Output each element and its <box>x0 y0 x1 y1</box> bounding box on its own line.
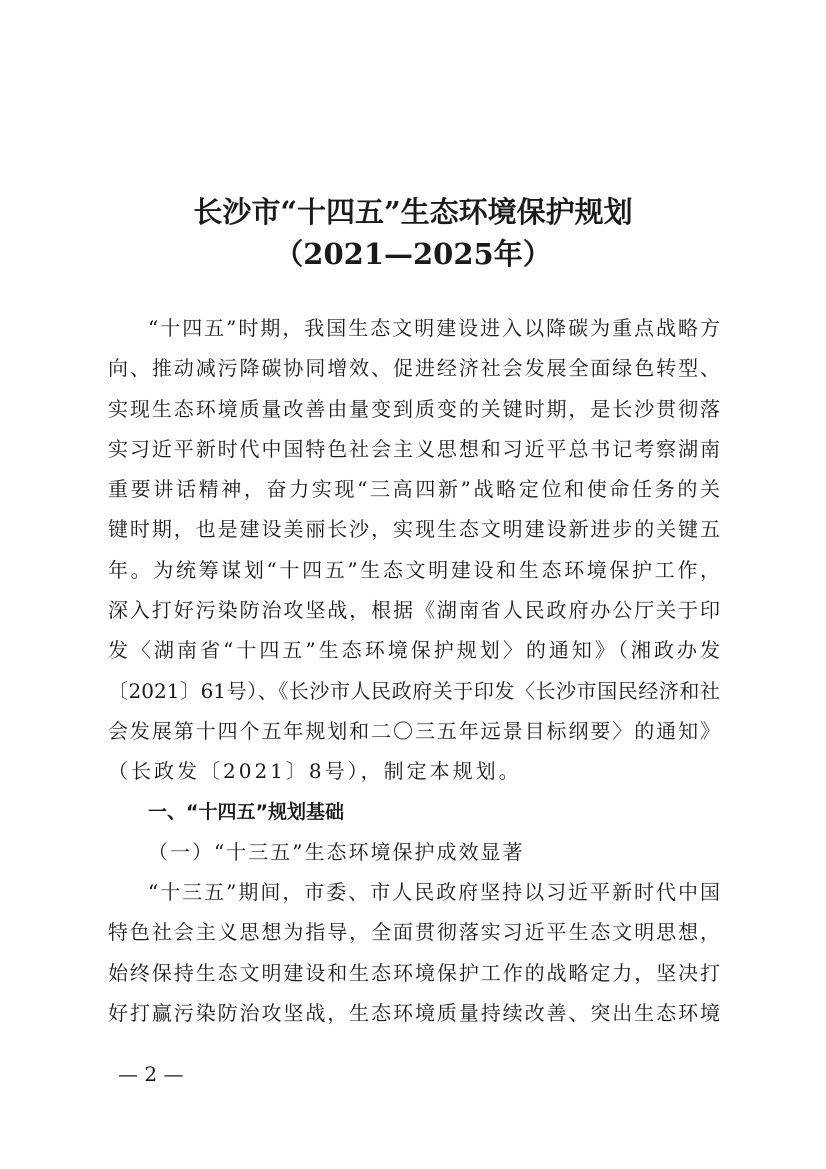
paragraph-line: 深入打好污染防治攻坚战，根据《湖南省人民政府办公厅关于印 <box>108 598 720 623</box>
paragraph-line: （长政发〔2021〕8号），制定本规划。 <box>108 759 522 784</box>
paragraph-line: 年。为统筹谋划“十四五”生态文明建设和生态环境保护工作， <box>108 557 720 582</box>
paragraph-line: 特色社会主义思想为指导，全面贯彻落实习近平生态文明思想， <box>108 920 720 945</box>
paragraph-line: 实习近平新时代中国特色社会主义思想和习近平总书记考察湖南 <box>108 436 720 461</box>
paragraph-line: 键时期，也是建设美丽长沙，实现生态文明建设新进步的关键五 <box>108 517 720 542</box>
paragraph-line: “十四五”时期，我国生态文明建设进入以降碳为重点战略方 <box>148 316 720 340</box>
paragraph-line: 向、推动减污降碳协同增效、促进经济社会发展全面绿色转型、 <box>108 356 720 381</box>
paragraph-line: 发〈湖南省“十四五”生态环境保护规划〉的通知》（湘政办发 <box>108 638 720 663</box>
page-number: — 2 — <box>118 1062 184 1086</box>
paragraph-line: 始终保持生态文明建设和生态环境保护工作的战略定力，坚决打 <box>108 960 720 985</box>
document-title: 长沙市“十四五”生态环境保护规划 <box>193 195 633 229</box>
document-body <box>108 314 720 1039</box>
paragraph-line: 好打赢污染防治攻坚战，生态环境质量持续改善、突出生态环境 <box>108 1001 720 1026</box>
paragraph-line: “十三五”期间，市委、市人民政府坚持以习近平新时代中国 <box>148 880 720 905</box>
paragraph-line: 实现生态环境质量改善由量变到质变的关键时期，是长沙贯彻落 <box>108 396 720 421</box>
subsection-heading: （一）“十三五”生态环境保护成效显著 <box>148 839 525 864</box>
document-subtitle: （2021—2025年） <box>274 237 552 271</box>
paragraph-line: 重要讲话精神，奋力实现“三高四新”战略定位和使命任务的关 <box>108 477 720 502</box>
paragraph-line: 〔2021〕61号）、《长沙市人民政府关于印发〈长沙市国民经济和社 <box>108 678 720 703</box>
section-heading: 一、“十四五”规划基础 <box>148 800 344 823</box>
paragraph-line: 会发展第十四个五年规划和二〇三五年远景目标纲要〉的通知》 <box>108 718 720 743</box>
